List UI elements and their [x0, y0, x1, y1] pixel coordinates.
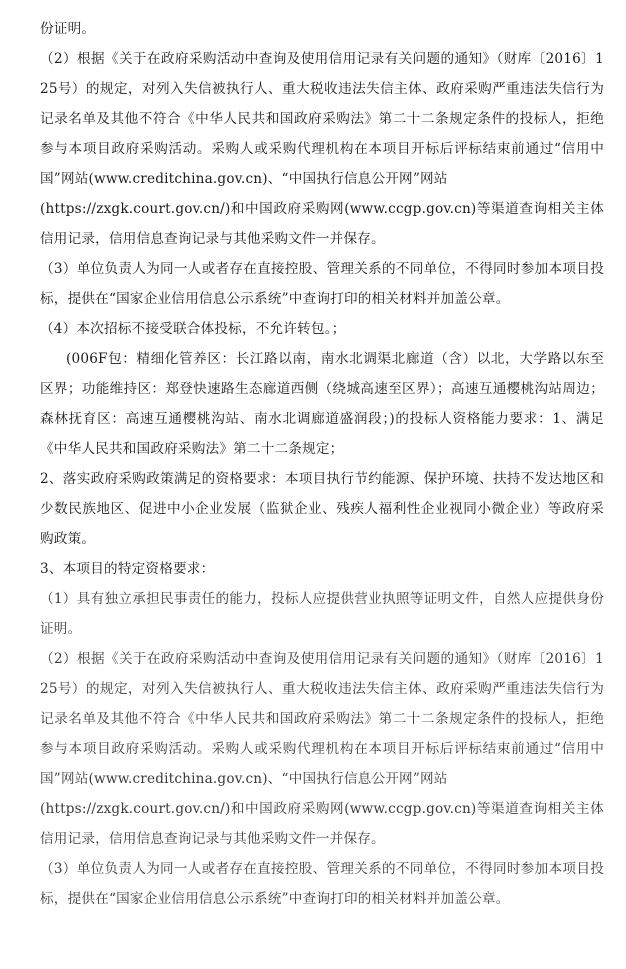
paragraph-credit-query-channels-repeat: (https://zxgk.court.gov.cn/)和中国政府采购网(www.ccgp.gov.cn)等渠道查询相关主体信用记录，信用信息查询记录与其他采购文件一并保存。 [40, 801, 604, 847]
paragraph-credit-record-rule: （2）根据《关于在政府采购活动中查询及使用信用记录有关问题的通知》（财库〔2016〕125号）的规定，对列入失信被执行人、重大税收违法失信主体、政府采购严重违法失信行为记录名单及其他不符合《中华人民共和国政府采购法》第二十二条规定条件的投标人，拒绝参与本项目政府采购活动。采购人或采购代理机构在本项目开标后评标结束前通过“信用中国”网站(www.creditchina.gov.cn)、“中国执行信息公开网”网站 [40, 51, 604, 187]
paragraph-specific-qualification-heading: 3、本项目的特定资格要求： [40, 561, 215, 577]
paragraph-credit-record-rule-repeat: （2）根据《关于在政府采购活动中查询及使用信用记录有关问题的通知》（财库〔2016〕125号）的规定，对列入失信被执行人、重大税收违法失信主体、政府采购严重违法失信行为记录名单及其他不符合《中华人民共和国政府采购法》第二十二条规定条件的投标人，拒绝参与本项目政府采购活动。采购人或采购代理机构在本项目开标后评标结束前通过“信用中国”网站(www.creditchina.gov.cn)、“中国执行信息公开网”网站 [40, 651, 604, 787]
paragraph-controlling-relationship: （3）单位负责人为同一人或者存在直接控股、管理关系的不同单位，不得同时参加本项目投标，提供在“国家企业信用信息公示系统”中查询打印的相关材料并加盖公章。 [40, 261, 604, 307]
paragraph-policy-requirements: 2、落实政府采购政策满足的资格要求：本项目执行节约能源、保护环境、扶持不发达地区和少数民族地区、促进中小企业发展（监狱企业、残疾人福利性企业视同小微企业）等政府采购政策。 [40, 471, 604, 547]
paragraph-identity-proof-tail: 份证明。 [40, 21, 96, 37]
paragraph-no-consortium: （4）本次招标不接受联合体投标，不允许转包。； [40, 321, 346, 337]
paragraph-controlling-relationship-repeat: （3）单位负责人为同一人或者存在直接控股、管理关系的不同单位，不得同时参加本项目投标，提供在“国家企业信用信息公示系统”中查询打印的相关材料并加盖公章。 [40, 861, 604, 907]
paragraph-lot-006f-scope: (006F包：精细化管养区：长江路以南，南水北调渠北廊道（含）以北，大学路以东至区界；功能维持区：郑登快速路生态廊道西侧（绕城高速至区界）；高速互通樱桃沟站周边；森林抚育区：高速互通樱桃沟站、南水北调廊道盛润段；)的投标人资格能力要求：1、满足《中华人民共和国政府采购法》第二十二条规定； [40, 351, 604, 457]
paragraph-credit-query-channels: (https://zxgk.court.gov.cn/)和中国政府采购网(www.ccgp.gov.cn)等渠道查询相关主体信用记录，信用信息查询记录与其他采购文件一并保存。 [40, 201, 604, 247]
paragraph-civil-liability: （1）具有独立承担民事责任的能力，投标人应提供营业执照等证明文件，自然人应提供身份证明。 [40, 591, 604, 637]
